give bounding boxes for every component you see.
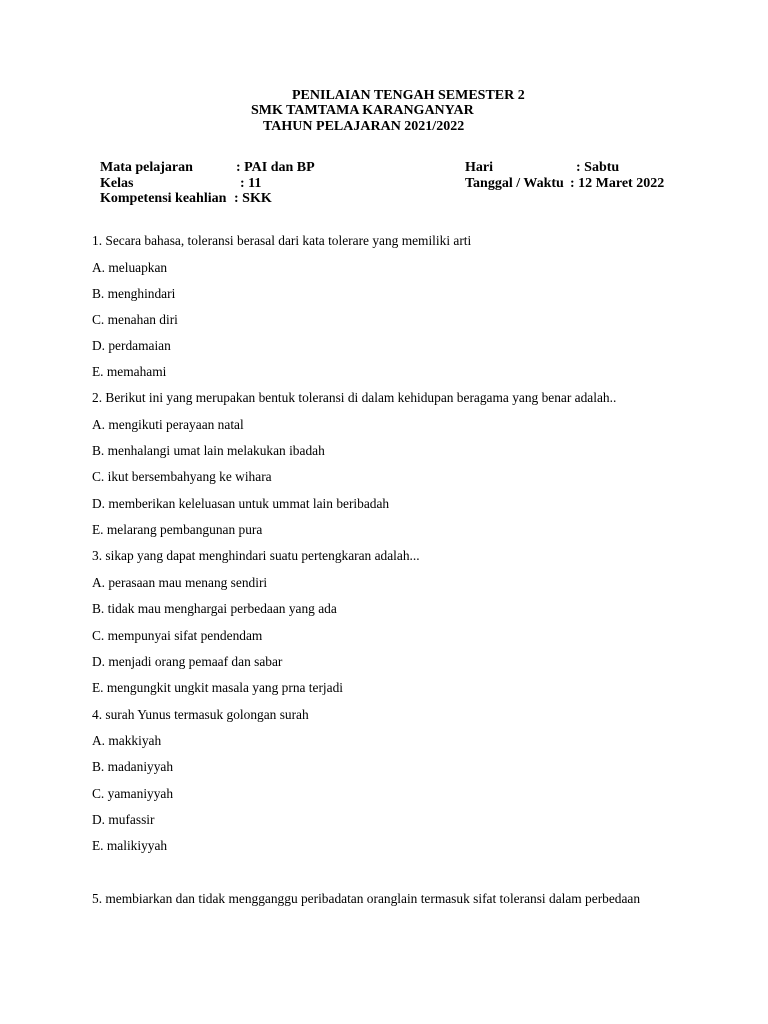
question-5: 5. membiarkan dan tidak mengganggu peribadatan oranglain termasuk sifat toleransi dalam perbedaan (92, 891, 641, 906)
date-label: Tanggal / Waktu (465, 176, 564, 191)
class-value: : 11 (240, 176, 262, 191)
q3-option-a: A. perasaan mau menang sendiri (92, 575, 268, 590)
question-2: 2. Berikut ini yang merupakan bentuk toleransi di dalam kehidupan beragama yang benar adalah.. (92, 390, 617, 405)
q4-option-e: E. malikiyyah (92, 838, 168, 853)
competency-label: Kompetensi keahlian (100, 191, 227, 206)
q4-option-d: D. mufassir (92, 812, 155, 827)
class-label: Kelas (100, 176, 134, 191)
school-name: SMK TAMTAMA KARANGANYAR (251, 103, 474, 118)
q2-option-e: E. melarang pembangunan pura (92, 522, 263, 537)
q1-option-d: D. perdamaian (92, 338, 171, 353)
subject-label: Mata pelajaran (100, 160, 193, 175)
q2-option-d: D. memberikan keleluasan untuk ummat lain beribadah (92, 496, 390, 511)
q1-option-a: A. meluapkan (92, 260, 168, 275)
q3-option-b: B. tidak mau menghargai perbedaan yang ada (92, 601, 337, 616)
q4-option-c: C. yamaniyyah (92, 786, 174, 801)
question-3: 3. sikap yang dapat menghindari suatu pertengkaran adalah... (92, 548, 420, 563)
q4-option-b: B. madaniyyah (92, 759, 174, 774)
q4-option-a: A. makkiyah (92, 733, 162, 748)
q1-option-e: E. memahami (92, 364, 167, 379)
q3-option-d: D. menjadi orang pemaaf dan sabar (92, 654, 283, 669)
day-value: : Sabtu (576, 160, 620, 175)
question-4: 4. surah Yunus termasuk golongan surah (92, 707, 309, 722)
q3-option-e: E. mengungkit ungkit masala yang prna terjadi (92, 680, 344, 695)
day-label: Hari (465, 160, 493, 175)
exam-title: PENILAIAN TENGAH SEMESTER 2 (292, 88, 525, 103)
date-value: : 12 Maret 2022 (570, 176, 665, 191)
q1-option-c: C. menahan diri (92, 312, 178, 327)
q2-option-b: B. menhalangi umat lain melakukan ibadah (92, 443, 325, 458)
academic-year: TAHUN PELAJARAN 2021/2022 (263, 119, 465, 134)
q3-option-c: C. mempunyai sifat pendendam (92, 628, 263, 643)
subject-value: : PAI dan BP (236, 160, 315, 175)
competency-value: : SKK (234, 191, 272, 206)
question-1: 1. Secara bahasa, toleransi berasal dari kata tolerare yang memiliki arti (92, 233, 472, 248)
q2-option-c: C. ikut bersembahyang ke wihara (92, 469, 272, 484)
q1-option-b: B. menghindari (92, 286, 176, 301)
q2-option-a: A. mengikuti perayaan natal (92, 417, 244, 432)
